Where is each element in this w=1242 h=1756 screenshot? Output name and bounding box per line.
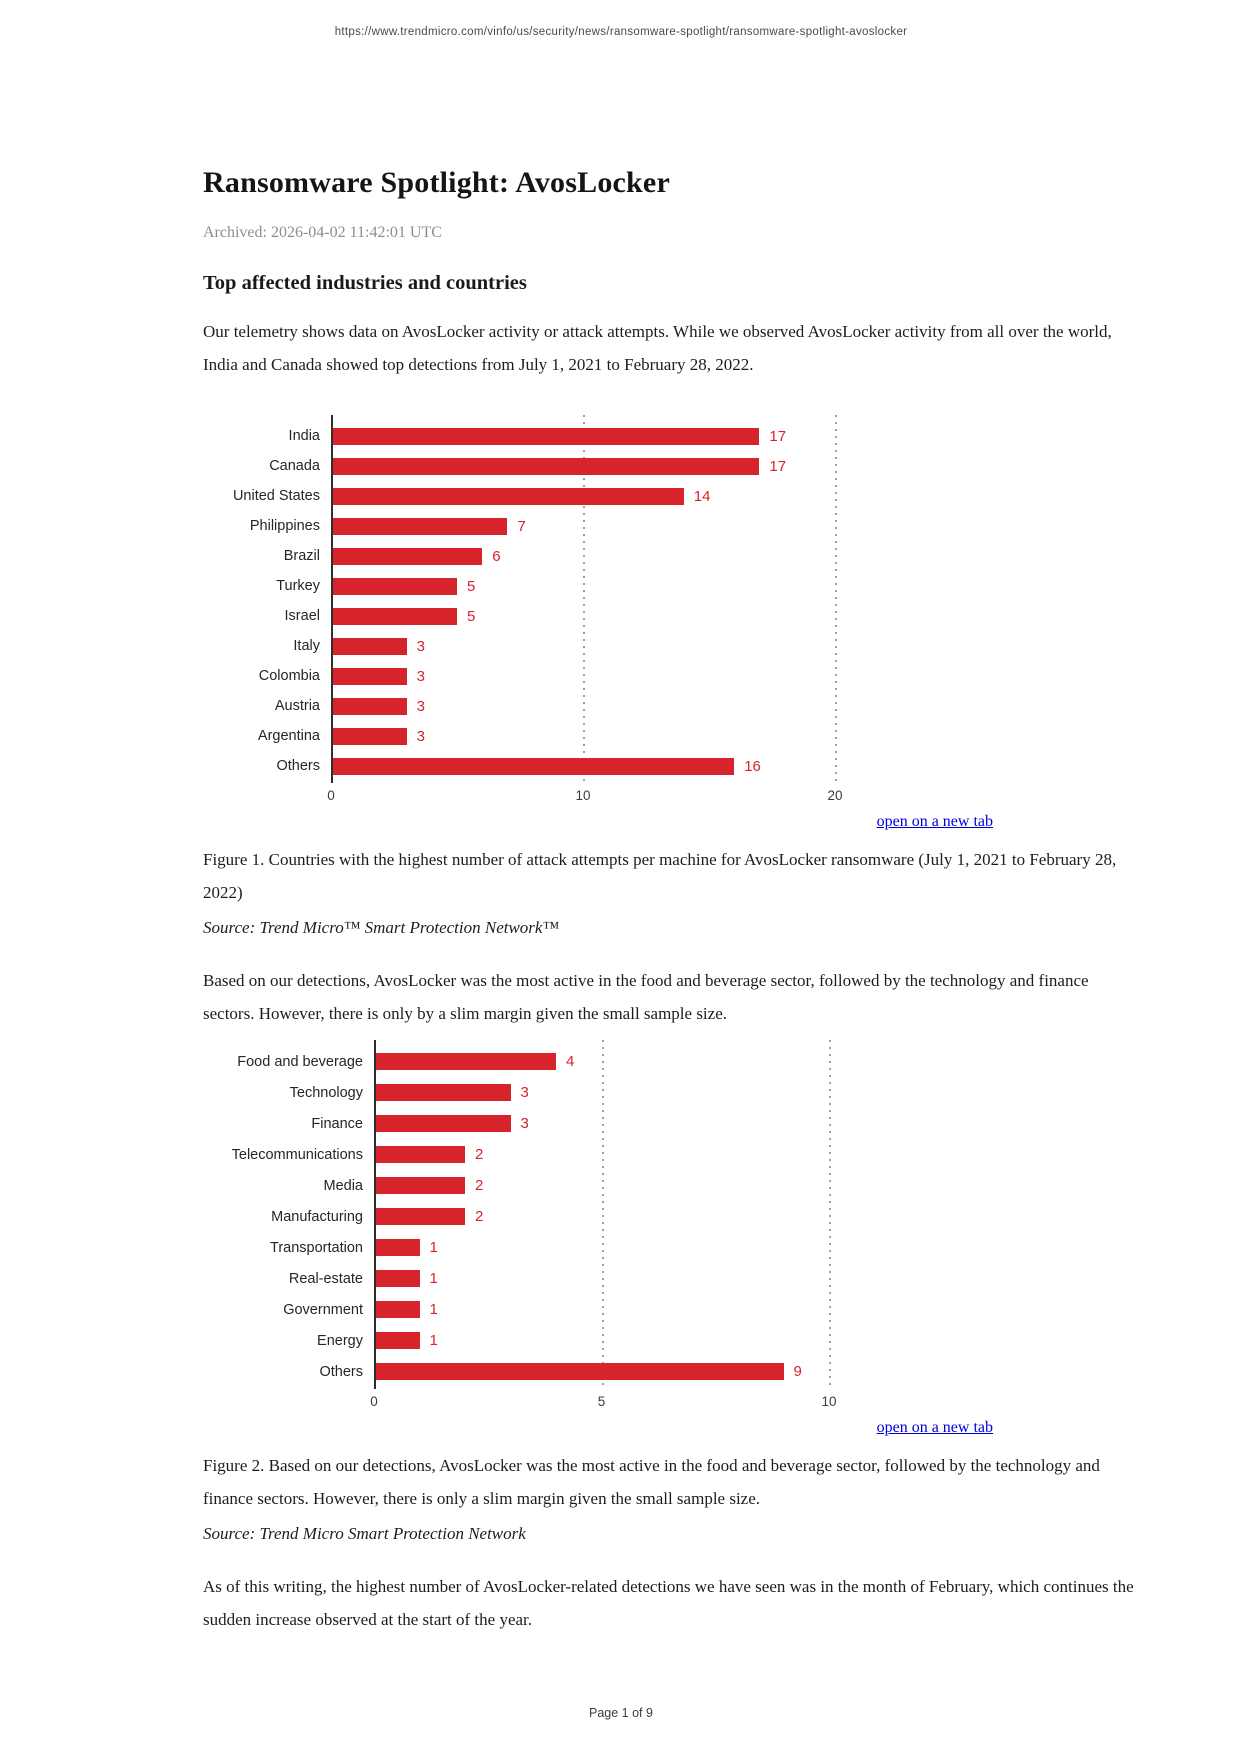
archived-timestamp: Archived: 2026-04-02 11:42:01 UTC [203, 224, 442, 241]
bar [331, 518, 507, 535]
value-label: 2 [475, 1208, 484, 1225]
chart-row [203, 601, 1138, 631]
value-label: 3 [520, 1115, 529, 1132]
bar [374, 1301, 420, 1318]
chart-plot-area [203, 1046, 1138, 1387]
category-label: Telecommunications [231, 1146, 363, 1163]
industries-bar-chart [203, 1046, 1138, 1413]
bar [331, 578, 457, 595]
chart-row [203, 1077, 1138, 1108]
value-label: 1 [429, 1301, 438, 1318]
article-content [203, 166, 1138, 1636]
x-tick-label: 10 [575, 788, 591, 803]
category-label: Transportation [270, 1239, 363, 1256]
category-label: Brazil [283, 548, 320, 564]
category-label: Turkey [276, 578, 320, 594]
figure2-caption: Figure 2. Based on our detections, AvosLocker was the most active in the food and beverage sector, followed by the technology and finance sectors. However, there is only a slim margin given the small sample size. [203, 1456, 1100, 1508]
chart-row [203, 451, 1138, 481]
category-label: Israel [284, 608, 320, 624]
figure2-source: Source: Trend Micro Smart Protection Network [203, 1524, 526, 1543]
value-label: 3 [416, 667, 425, 685]
bar [331, 488, 684, 505]
section-heading: Top affected industries and countries [203, 272, 527, 294]
chart-row [203, 721, 1138, 751]
bar [374, 1177, 465, 1194]
chart-row [203, 1294, 1138, 1325]
category-label: Austria [274, 698, 320, 714]
x-tick-label: 0 [370, 1394, 378, 1409]
value-label: 4 [566, 1053, 575, 1070]
figure1-source: Source: Trend Micro™ Smart Protection Network™ [203, 918, 560, 937]
category-label: Technology [289, 1084, 363, 1101]
bar [331, 608, 457, 625]
bar [374, 1270, 420, 1287]
chart-row [203, 1139, 1138, 1170]
bar [374, 1239, 420, 1256]
bar [331, 458, 759, 475]
x-tick-label: 20 [827, 788, 843, 803]
category-label: Government [283, 1301, 363, 1318]
value-label: 2 [475, 1177, 484, 1194]
bar [331, 728, 407, 745]
category-label: Italy [293, 638, 320, 654]
category-label: Media [323, 1177, 363, 1194]
bar [331, 428, 759, 445]
bar [331, 638, 407, 655]
value-label: 14 [693, 487, 711, 505]
bar [331, 548, 482, 565]
bar [374, 1053, 556, 1070]
value-label: 17 [769, 457, 787, 475]
chart-row [203, 631, 1138, 661]
value-label: 2 [475, 1146, 484, 1163]
chart-row [203, 661, 1138, 691]
value-label: 3 [416, 727, 425, 745]
chart-row [203, 1108, 1138, 1139]
chart-row [203, 1232, 1138, 1263]
x-tick-label: 5 [597, 1394, 606, 1409]
archive-url-header: https://www.trendmicro.com/vinfo/us/security/news/ransomware-spotlight/ransomware-spotlight-avoslocker [334, 26, 908, 38]
chart-row [203, 751, 1138, 781]
category-label: United States [232, 488, 320, 504]
bar [374, 1146, 465, 1163]
x-tick-label: 10 [821, 1394, 837, 1409]
chart-row [203, 421, 1138, 451]
value-label: 5 [467, 607, 476, 625]
chart-row [203, 1170, 1138, 1201]
y-axis-line [374, 1040, 376, 1389]
category-label: Colombia [258, 668, 320, 684]
category-label: Finance [311, 1115, 363, 1132]
chart-row [203, 1263, 1138, 1294]
page-title: Ransomware Spotlight: AvosLocker [203, 166, 670, 199]
bar [374, 1084, 511, 1101]
chart-x-axis [327, 781, 1138, 807]
value-label: 9 [793, 1363, 802, 1380]
chart-row [203, 1201, 1138, 1232]
countries-bar-chart [203, 421, 1138, 807]
category-label: Others [319, 1363, 363, 1380]
value-label: 1 [429, 1270, 438, 1287]
chart-row [203, 571, 1138, 601]
chart-row [203, 1356, 1138, 1387]
chart-plot-area [203, 421, 1138, 781]
value-label: 5 [467, 577, 476, 595]
value-label: 7 [517, 517, 526, 535]
bar [331, 668, 407, 685]
paragraph-detections: Based on our detections, AvosLocker was the most active in the food and beverage sector, followed by the technology and finance sectors. However, there is only by a slim margin given the small sample size. [203, 971, 1089, 1023]
category-label: Argentina [257, 728, 320, 744]
chart2-link-row [203, 1419, 993, 1437]
x-tick-label: 0 [327, 788, 335, 803]
page-number-footer: Page 1 of 9 [589, 1706, 653, 1720]
category-label: Energy [317, 1332, 363, 1349]
bar [331, 758, 734, 775]
y-axis-line [331, 415, 333, 783]
bar [374, 1332, 420, 1349]
bar [374, 1208, 465, 1225]
category-label: Canada [269, 458, 320, 474]
chart-row [203, 511, 1138, 541]
paragraph-february: As of this writing, the highest number of AvosLocker-related detections we have seen was in the month of February, which continues the sudden increase observed at the start of the year. [203, 1577, 1134, 1629]
category-label: India [288, 428, 320, 444]
category-label: Philippines [249, 518, 320, 534]
figure1-caption: Figure 1. Countries with the highest number of attack attempts per machine for AvosLocker ransomware (July 1, 2021 to February 28, 2022) [203, 850, 1117, 902]
value-label: 17 [769, 427, 787, 445]
chart1-link-row [203, 813, 993, 831]
bar [374, 1115, 511, 1132]
chart-row [203, 541, 1138, 571]
chart-row [203, 1046, 1138, 1077]
open-new-tab-link-2[interactable]: open on a new tab [876, 1419, 993, 1436]
category-label: Manufacturing [271, 1208, 363, 1225]
value-label: 6 [492, 547, 501, 565]
paragraph-telemetry: Our telemetry shows data on AvosLocker activity or attack attempts. While we observed AvosLocker activity from all over the world, India and Canada showed top detections from July 1, 2021 to February 28, 2022. [203, 322, 1112, 374]
bar [331, 698, 407, 715]
value-label: 3 [416, 697, 425, 715]
chart-row [203, 1325, 1138, 1356]
value-label: 1 [429, 1332, 438, 1349]
value-label: 3 [520, 1084, 529, 1101]
category-label: Others [276, 758, 320, 774]
open-new-tab-link-1[interactable]: open on a new tab [876, 813, 993, 830]
chart-x-axis [370, 1387, 1138, 1413]
category-label: Food and beverage [237, 1053, 363, 1070]
value-label: 3 [416, 637, 425, 655]
value-label: 16 [744, 757, 761, 775]
chart-row [203, 481, 1138, 511]
category-label: Real-estate [288, 1270, 363, 1287]
value-label: 1 [429, 1239, 438, 1256]
bar [374, 1363, 784, 1380]
chart-row [203, 691, 1138, 721]
